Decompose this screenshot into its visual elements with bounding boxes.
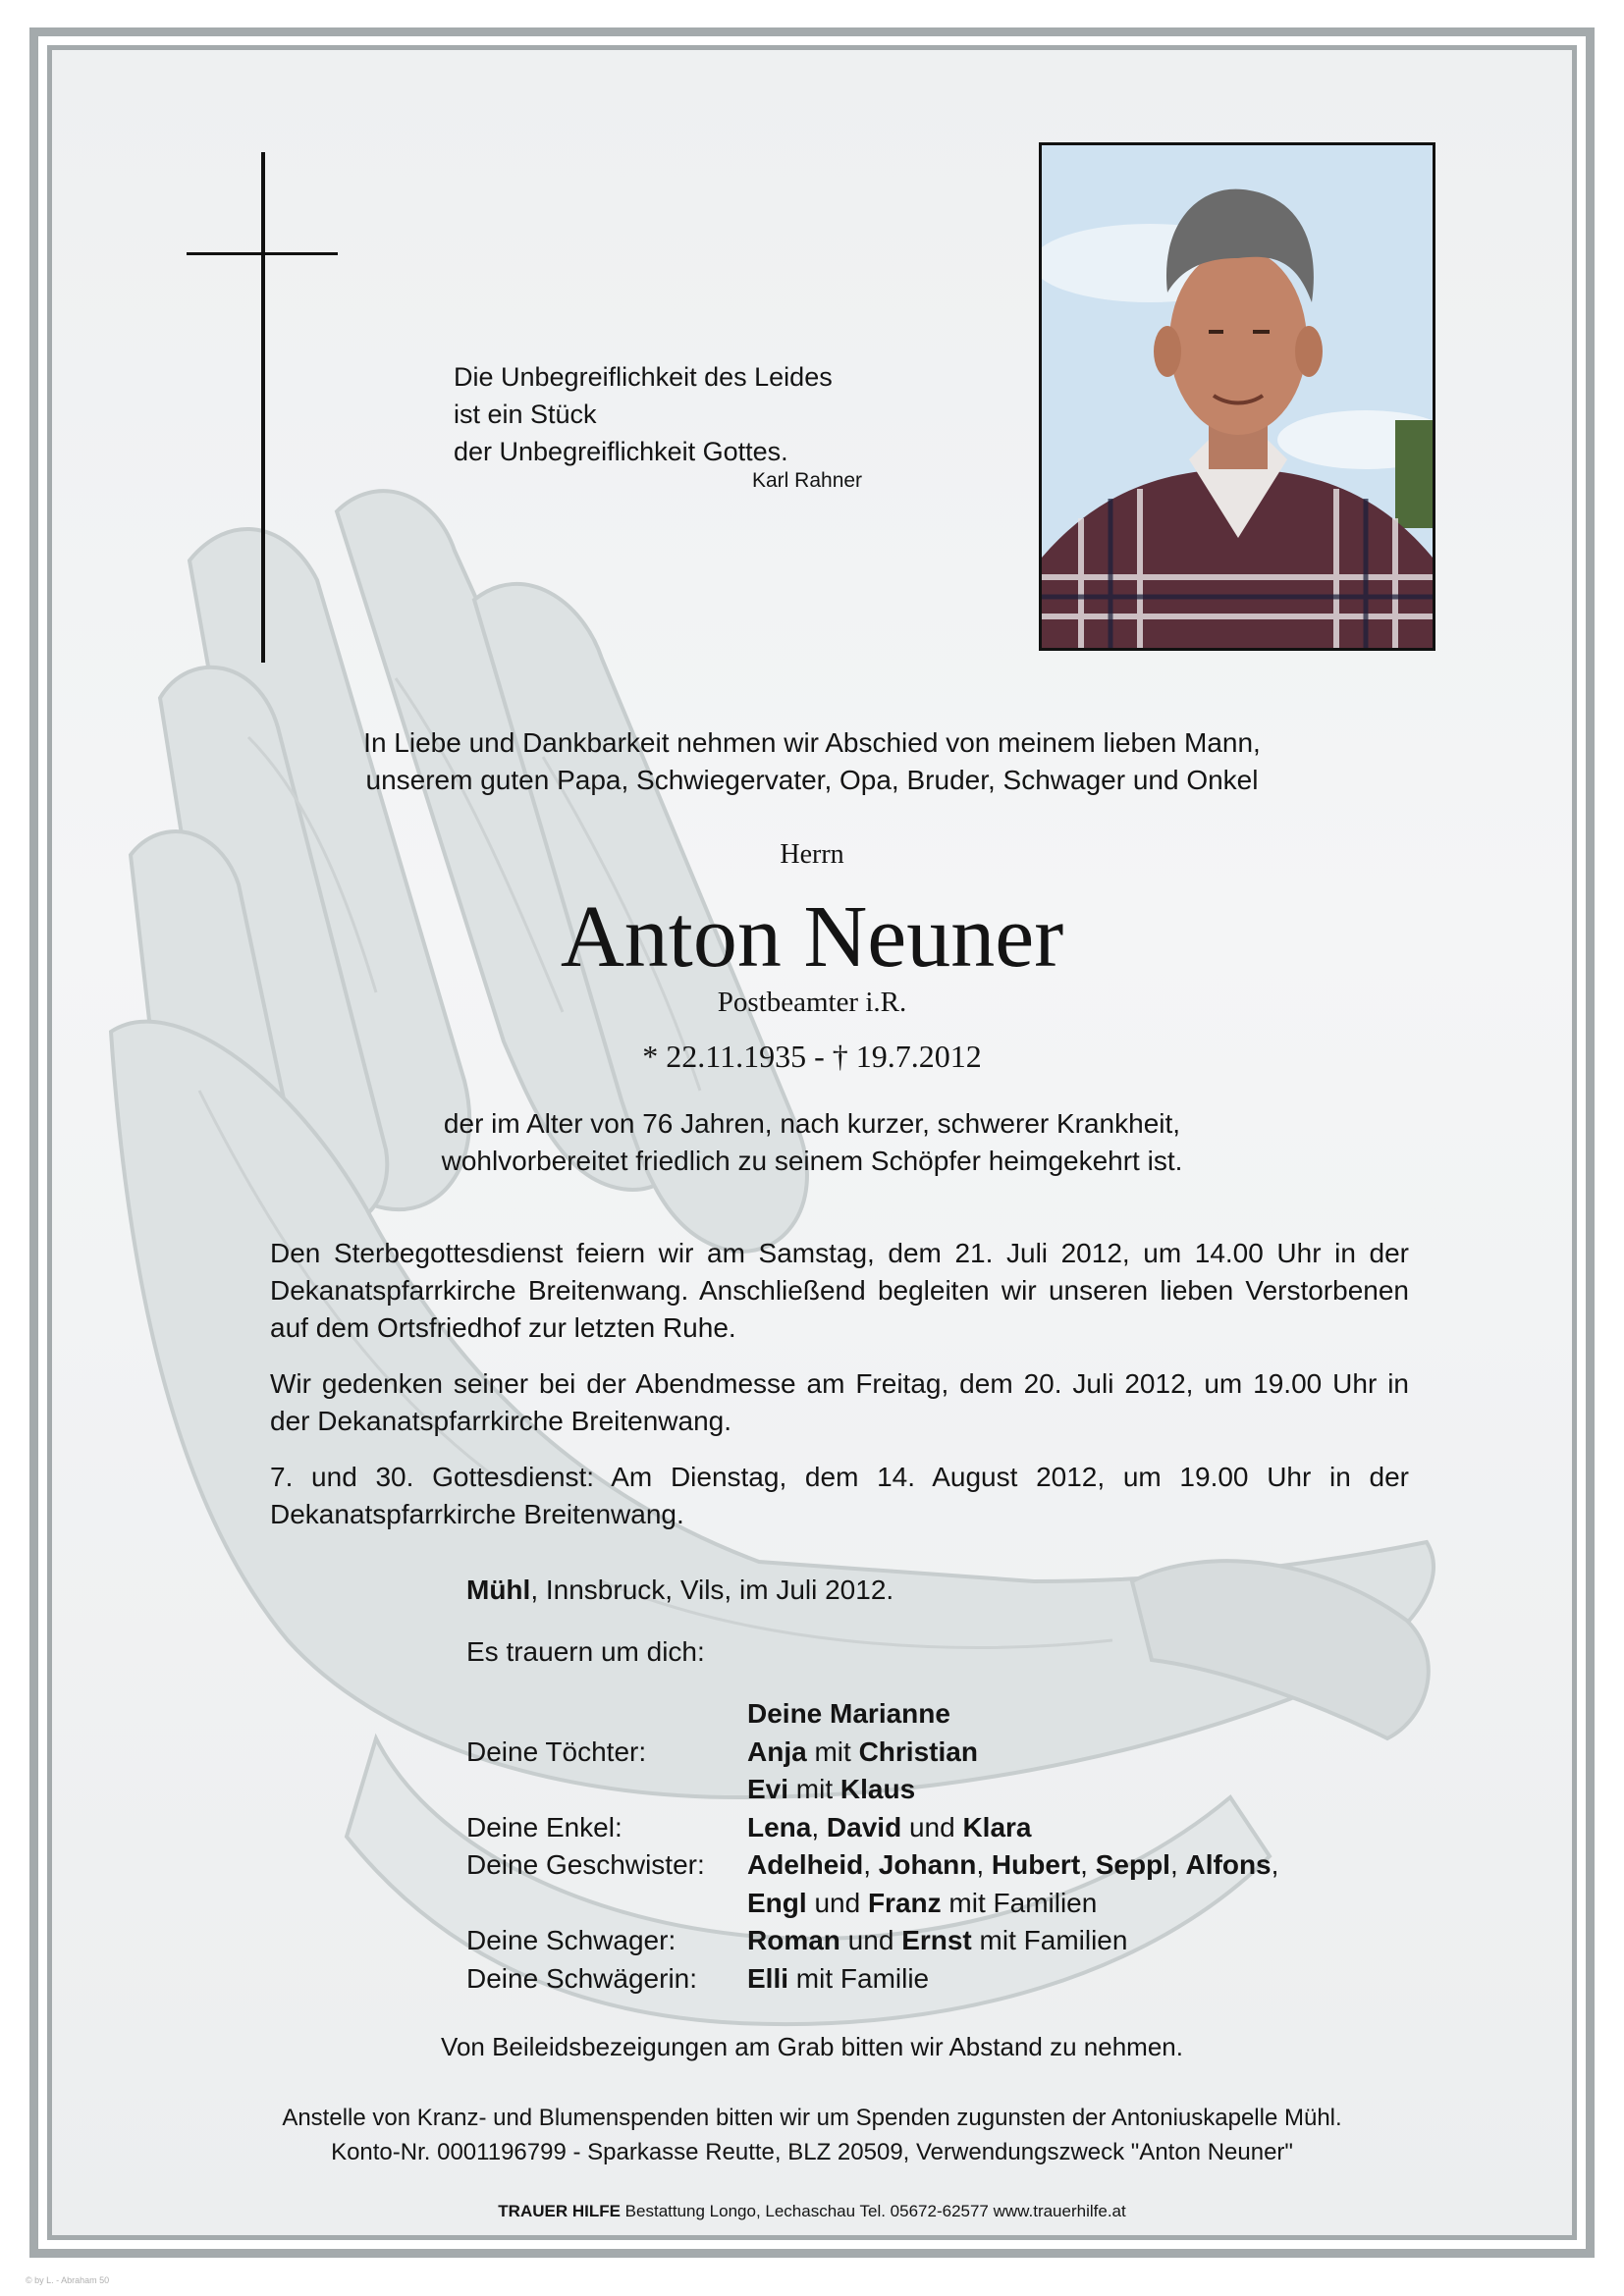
family-member-name: Engl [747,1887,807,1918]
family-names [747,1885,1097,1923]
family-relation: Deine Schwager: [466,1925,677,1955]
family-names [747,1960,929,1999]
family-member-name: Franz [867,1887,942,1918]
cross-icon [261,152,265,663]
quote-line: Die Unbegreiflichkeit des Leides [454,362,833,392]
family-relation: Deine Enkel: [466,1811,623,1842]
deceased-profession: Postbeamter i.R. [717,987,907,1018]
family-member-name: Seppl [1095,1849,1170,1880]
family-member-name: Klaus [839,1774,916,1804]
family-row [466,1960,1278,1999]
family-member-name: Ernst [901,1925,972,1955]
family-list [466,1695,1278,1998]
family-connector: , [1080,1849,1096,1880]
family-member-name: Klara [962,1811,1032,1842]
age-text [0,1105,1624,1180]
family-connector: mit Familie [788,1962,930,1994]
place-bold: Mühl [466,1575,531,1605]
mourners-intro: Es trauern um dich: [466,1636,705,1667]
family-row [466,1885,1278,1923]
family-connector: und [806,1887,868,1918]
family-row [466,1734,1278,1772]
family-relation: Deine Geschwister: [466,1849,705,1880]
family-connector: , [1169,1849,1186,1880]
intro-line: In Liebe und Dankbarkeit nehmen wir Abschied von meinem lieben Mann, [363,727,1261,758]
family-relation: Deine Töchter: [466,1735,647,1767]
salutation: Herrn [780,839,844,870]
family-member-name: Evi [747,1774,789,1804]
family-member-name: Adelheid [747,1849,864,1880]
family-names [747,1771,915,1809]
age-line: der im Alter von 76 Jahren, nach kurzer, schwerer Krankheit, [443,1108,1181,1139]
family-member-name: Elli [747,1962,789,1994]
family-connector: , [1271,1849,1279,1880]
family-row [466,1695,1278,1734]
family-connector: , [811,1811,827,1842]
family-row [466,1922,1278,1960]
family-names [747,1809,1032,1847]
funeral-home-brand: TRAUER HILFE [498,2202,621,2220]
place-date [466,1575,893,1606]
family-member-name: Christian [858,1735,978,1767]
family-row [466,1809,1278,1847]
family-member-name: Hubert [991,1849,1081,1880]
donation-note [0,2101,1624,2169]
quote-line: der Unbegreiflichkeit Gottes. [454,437,788,466]
family-member-name: Lena [747,1811,812,1842]
copyright-note: © by L. - Abraham 50 [26,2275,110,2285]
family-connector: und [901,1811,963,1842]
family-connector: und [839,1925,902,1955]
family-relation [466,1885,747,1923]
quote [454,358,833,470]
family-member-name: Anja [747,1735,807,1767]
condolence-note: Von Beileidsbezeigungen am Grab bitten wir Abstand zu nehmen. [441,2032,1183,2061]
donation-line: Anstelle von Kranz- und Blumenspenden bitten wir um Spenden zugunsten der Antoniuskapelle Mühl. [282,2105,1342,2131]
family-member-name: Deine Marianne [747,1698,950,1729]
donation-line: Konto-Nr. 0001196799 - Sparkasse Reutte, BLZ 20509, Verwendungszweck "Anton Neuner" [331,2139,1293,2165]
quote-author: Karl Rahner [752,469,863,492]
intro-line: unserem guten Papa, Schwiegervater, Opa, Bruder, Schwager und Onkel [365,765,1259,795]
cross-icon-bar [187,252,338,255]
deceased-name: Anton Neuner [560,888,1064,986]
family-connector: mit Familien [971,1925,1128,1955]
family-relation [466,1771,747,1809]
family-names [747,1734,978,1772]
family-relation: Deine Schwägerin: [466,1962,698,1994]
funeral-home-footer [0,2202,1624,2221]
funeral-home-contact: Bestattung Longo, Lechaschau Tel. 05672-62577 www.trauerhilfe.at [620,2202,1126,2220]
family-connector: , [976,1849,992,1880]
family-connector: mit Familien [941,1887,1098,1918]
family-member-name: Roman [747,1925,840,1955]
funeral-service-paragraph: Den Sterbegottesdienst feiern wir am Samstag, dem 21. Juli 2012, um 14.00 Uhr in der Dekanatspfarrkirche Breitenwang. Anschließend begleiten wir unseren lieben Verstorbenen auf dem Ortsfriedhof zur letzten Ruhe. [270,1238,1409,1343]
family-names [747,1846,1278,1885]
family-member-name: Johann [878,1849,977,1880]
family-names [747,1695,950,1734]
family-member-name: David [826,1811,902,1842]
family-connector: , [863,1849,879,1880]
intro-text [0,724,1624,799]
family-connector: mit [806,1735,859,1767]
family-names [747,1922,1127,1960]
age-line: wohlvorbereitet friedlich zu seinem Schöpfer heimgekehrt ist. [441,1146,1183,1176]
family-connector: mit [788,1774,840,1804]
memorial-mass-paragraph: 7. und 30. Gottesdienst: Am Dienstag, dem 14. August 2012, um 19.00 Uhr in der Dekanatspfarrkirche Breitenwang. [270,1462,1409,1529]
family-member-name: Alfons [1185,1849,1272,1880]
place-rest: , Innsbruck, Vils, im Juli 2012. [530,1575,894,1605]
quote-line: ist ein Stück [454,400,597,429]
portrait-photo [1039,142,1435,651]
family-relation [466,1695,747,1734]
evening-mass-paragraph: Wir gedenken seiner bei der Abendmesse am Freitag, dem 20. Juli 2012, um 19.00 Uhr in der Dekanatspfarrkirche Breitenwang. [270,1368,1409,1436]
family-row [466,1771,1278,1809]
life-dates: * 22.11.1935 - † 19.7.2012 [642,1039,982,1074]
family-row [466,1846,1278,1885]
